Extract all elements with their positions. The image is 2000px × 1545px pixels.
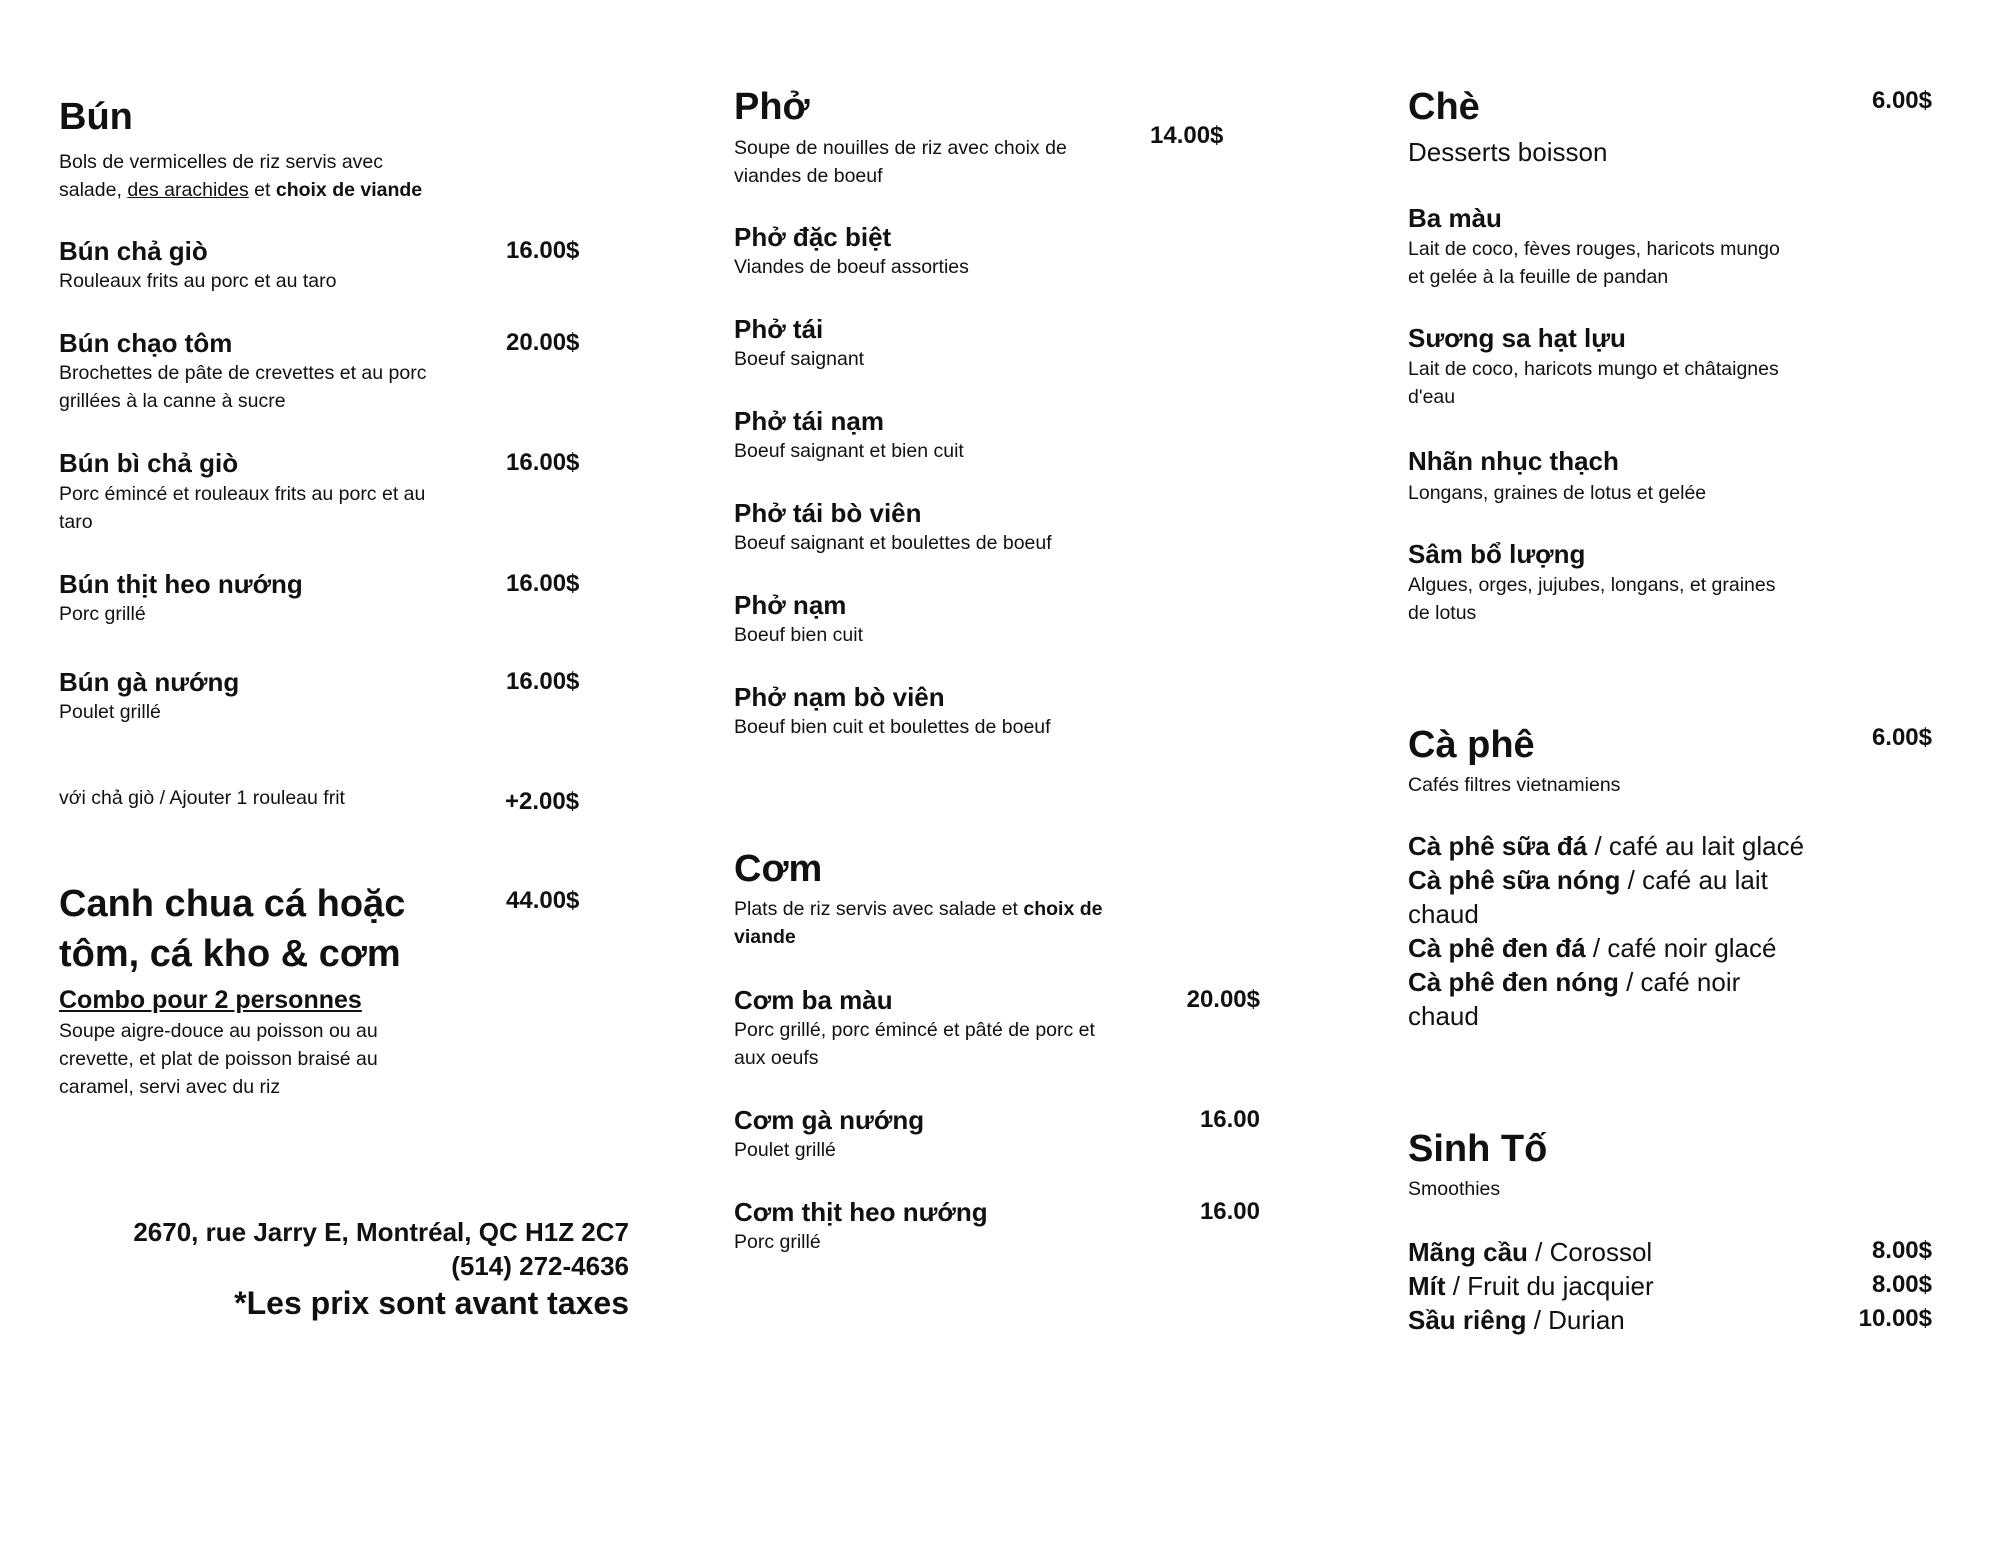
menu-item-name: Bún thịt heo nướng [59,569,303,599]
menu-item-description: Boeuf saignant et boulettes de boeuf [734,532,1052,554]
menu-item-name: Nhãn nhục thạch [1408,446,1619,476]
menu-item-price: 16.00$ [506,449,580,476]
bun-section-description: Bols de vermicelles de riz servis avec salade, des arachides et choix de viande [59,151,423,201]
menu-item-description: Poulet grillé [59,701,161,723]
menu-item-price: 20.00$ [506,329,580,356]
menu-item-name: Phở tái nạm [734,406,884,436]
menu-item-name: Phở nạm [734,590,847,620]
menu-item-name: Cơm ba màu [734,985,893,1015]
menu-item-name: Phở tái bò viên [734,498,922,528]
sinhto-subtitle: Smoothies [1408,1178,1501,1200]
pho-section-description: Soupe de nouilles de riz avec choix de viandes de boeuf [734,137,1067,187]
menu-item-name: Bún chả giò [59,236,208,266]
menu-item-name: Sâm bổ lượng [1408,539,1586,569]
addon-price: +2.00$ [505,788,580,815]
menu-item-name: Phở tái [734,314,824,344]
menu-item-price: 16.00$ [506,570,580,597]
canh-description: Soupe aigre-douce au poisson ou au crevette, et plat de poisson braisé au caramel, servi avec du riz [59,1020,378,1098]
caphe-subtitle: Cafés filtres vietnamiens [1408,774,1621,796]
menu-item-price: 20.00$ [1186,986,1260,1013]
menu-item-description: Lait de coco, fèves rouges, haricots mungo et gelée à la feuille de pandan [1408,238,1780,288]
menu-item-description: Brochettes de pâte de crevettes et au porc grillées à la canne à sucre [59,362,427,412]
com-section-description: Plats de riz servis avec salade et choix de viande [734,898,1103,948]
tax-note: *Les prix sont avant taxes [234,1285,629,1321]
menu-item-name: Bún chạo tôm [59,328,233,358]
menu-item-name: Bún bì chả giò [59,448,239,478]
sinhto-section-title: Sinh Tố [1408,1128,1548,1170]
com-section-title: Cơm [734,848,823,890]
coffee-item: Cà phê đen nóng / café noir [1408,967,1741,997]
menu-item-description: Algues, orges, jujubes, longans, et graines de lotus [1408,574,1776,624]
pho-section-title: Phở [734,86,810,128]
menu-item-name: Cơm gà nướng [734,1105,925,1135]
smoothie-price: 8.00$ [1871,1271,1932,1298]
menu-item-price: 16.00 [1199,1198,1260,1225]
smoothie-item: Mãng cầu / Corossol [1408,1237,1653,1267]
che-price: 6.00$ [1871,87,1932,114]
menu-item-price: 16.00$ [506,237,580,264]
menu-item-name: Phở đặc biệt [734,222,892,252]
coffee-list: Cà phê sữa đá / café au lait glacé Cà phê sữa nóng / café au lait chaud Cà phê đen đá / café noir glacé Cà phê đen nóng / café noir chaud [1408,829,1848,1033]
menu-item-description: Porc grillé [59,603,146,625]
bun-section-title: Bún [59,96,133,138]
address: 2670, rue Jarry E, Montréal, QC H1Z 2C7 [133,1217,629,1247]
combo-label: Combo pour 2 personnes [59,986,362,1014]
menu-item-description: Rouleaux frits au porc et au taro [59,270,337,292]
menu-item-name: Phở nạm bò viên [734,682,945,712]
smoothie-price: 8.00$ [1871,1237,1932,1264]
smoothie-item: Mít / Fruit du jacquier [1408,1271,1654,1301]
menu-item-description: Boeuf bien cuit [734,624,864,646]
menu-item-name: Sương sa hạt lựu [1408,323,1626,353]
smoothie-price: 10.00$ [1858,1305,1932,1332]
coffee-item: Cà phê sữa đá / café au lait glacé [1408,831,1805,861]
menu-item-name: Cơm thịt heo nướng [734,1197,988,1227]
menu-item-description: Longans, graines de lotus et gelée [1408,482,1707,504]
menu-item-description: Viandes de boeuf assorties [734,256,969,278]
menu-item-description: Boeuf bien cuit et boulettes de boeuf [734,716,1051,738]
menu-item-description: Porc grillé, porc émincé et pâté de porc et aux oeufs [734,1019,1095,1069]
che-subtitle: Desserts boisson [1408,137,1608,167]
menu-item-name: Ba màu [1408,203,1502,233]
menu-item-description: Porc grillé [734,1231,821,1253]
menu-item-name: Bún gà nướng [59,667,240,697]
coffee-item: Cà phê sữa nóng / café au lait [1408,865,1768,895]
canh-price: 44.00$ [506,887,580,914]
che-section-title: Chè [1408,86,1480,128]
smoothie-item: Sầu riêng / Durian [1408,1305,1625,1335]
menu-item-description: Porc émincé et rouleaux frits au porc et au taro [59,483,426,533]
canh-section-title: Canh chua cá hoặc tôm, cá kho & cơm [59,883,406,975]
caphe-section-title: Cà phê [1408,724,1535,766]
coffee-item: Cà phê đen đá / café noir glacé [1408,933,1777,963]
menu-item-price: 16.00 [1199,1106,1260,1133]
caphe-price: 6.00$ [1871,724,1932,751]
menu-item-description: Lait de coco, haricots mungo et châtaignes d'eau [1408,358,1779,408]
pho-price: 14.00$ [1150,122,1224,149]
addon-label: với chả giò / Ajouter 1 rouleau frit [59,787,345,809]
menu-item-description: Boeuf saignant et bien cuit [734,440,964,462]
menu-item-description: Boeuf saignant [734,348,865,370]
menu-item-price: 16.00$ [506,668,580,695]
phone: (514) 272-4636 [451,1251,629,1281]
footer-info [80,1215,629,1323]
menu-item-description: Poulet grillé [734,1139,836,1161]
